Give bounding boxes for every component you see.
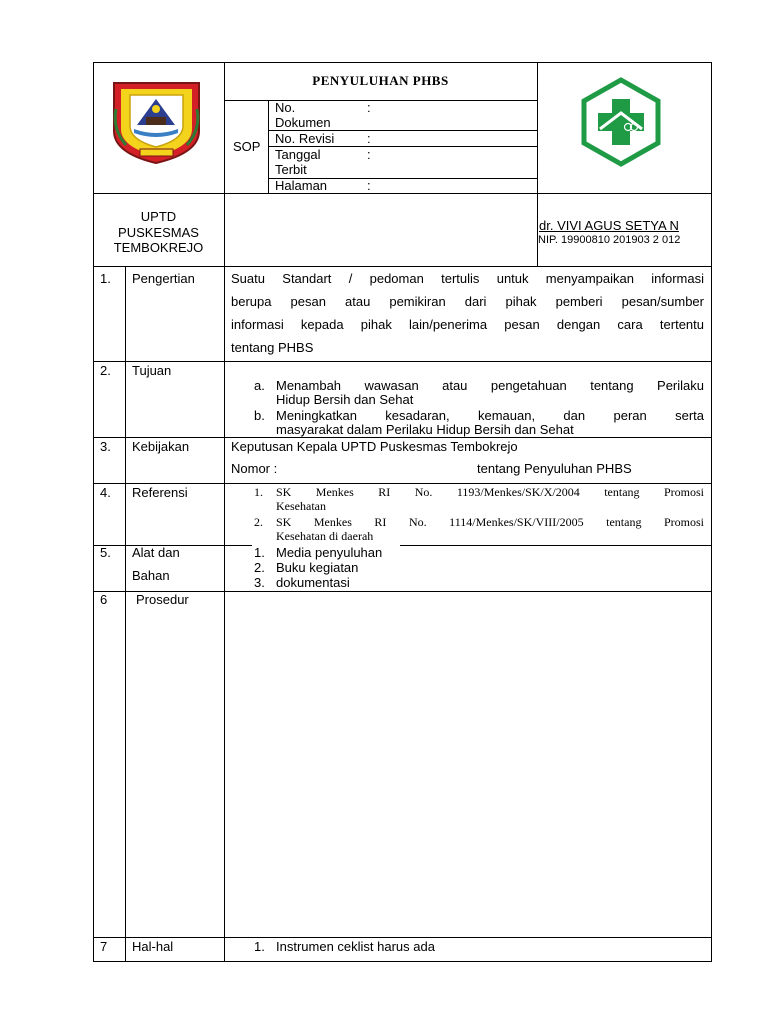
doc-field-tanggal-terbit: Tanggal Terbit <box>275 147 321 177</box>
referensi-item-line: SK Menkes RI No. 1114/Menkes/SK/VIII/2005 tentang Promosi <box>276 515 704 529</box>
row-divider <box>93 361 712 362</box>
table-border-left <box>93 62 94 962</box>
alat-item: Media penyuluhan <box>276 545 383 560</box>
row-number: 1. <box>100 271 111 286</box>
regional-seal-logo <box>110 79 203 165</box>
kebijakan-tentang: tentang Penyuluhan PHBS <box>477 461 632 476</box>
signer-nip: NIP. 19900810 201903 2 012 <box>538 234 681 246</box>
table-border-bottom <box>93 961 712 962</box>
kebijakan-nomor: Nomor : <box>231 461 278 476</box>
institution-name: UPTD PUSKESMAS TEMBOKREJO <box>113 209 204 255</box>
title-divider <box>224 100 537 101</box>
signer-name: dr. VIVI AGUS SETYA N <box>539 218 679 233</box>
doc-field-no-revisi: No. Revisi <box>275 131 335 146</box>
row-divider <box>400 545 712 546</box>
referensi-item-line: SK Menkes RI No. 1193/Menkes/SK/X/2004 tentang Promosi <box>276 485 704 499</box>
row-number: 5. <box>100 545 111 560</box>
health-ministry-logo <box>576 77 666 167</box>
row-label-pengertian: Pengertian <box>132 271 195 286</box>
list-marker: 1. <box>254 545 265 560</box>
header-row-divider <box>93 193 712 194</box>
row-label-prosedur: Prosedur <box>136 592 189 607</box>
list-marker: 2. <box>254 515 263 529</box>
document-title: PENYULUHAN PHBS <box>312 73 449 88</box>
list-marker: 3. <box>254 575 265 590</box>
sop-label: SOP <box>233 139 261 154</box>
referensi-item-line: Kesehatan <box>276 499 326 513</box>
alat-item: dokumentasi <box>276 575 350 590</box>
list-marker: 1. <box>254 485 263 499</box>
tujuan-item-line: Menambah wawasan atau pengetahuan tentang Perilaku <box>276 378 704 393</box>
row-number: 3. <box>100 439 111 454</box>
pengertian-text-line: tentang PHBS <box>231 340 314 355</box>
list-marker: b. <box>254 408 265 423</box>
list-marker: 2. <box>254 560 265 575</box>
kebijakan-text: Keputusan Kepala UPTD Puskesmas Tembokrejo <box>231 439 518 454</box>
table-border-right <box>711 62 712 962</box>
header-divider-left <box>224 62 225 266</box>
row-label-bahan: Bahan <box>132 568 170 583</box>
row-label-alat-dan: Alat dan <box>132 545 180 560</box>
header-bottom-divider <box>93 266 712 267</box>
row-label-tujuan: Tujuan <box>132 363 172 378</box>
doc-field-halaman: Halaman <box>275 178 328 193</box>
row-number: 7 <box>100 939 108 954</box>
row-divider <box>93 937 712 938</box>
hal-hal-item: Instrumen ceklist harus ada <box>276 939 435 954</box>
row-label-kebijakan: Kebijakan <box>132 439 190 454</box>
number-column-divider <box>125 266 126 962</box>
tujuan-item-line: Hidup Bersih dan Sehat <box>276 392 414 407</box>
doc-field-separator: : <box>367 147 371 162</box>
doc-field-separator: : <box>367 178 371 193</box>
pengertian-text-line: Suatu Standart / pedoman tertulis untuk menyampaikan informasi <box>231 271 704 286</box>
doc-field-separator: : <box>367 100 371 115</box>
row-number: 4. <box>100 485 111 500</box>
pengertian-text-line: berupa pesan atau pemikiran dari pihak pemberi pesan/sumber <box>231 294 704 309</box>
list-marker: a. <box>254 378 265 393</box>
tujuan-item-line: masyarakat dalam Perilaku Hidup Bersih dan Sehat <box>276 422 574 437</box>
list-marker: 1. <box>254 939 265 954</box>
row-number: 6 <box>100 592 108 607</box>
doc-field-separator: : <box>367 131 371 146</box>
row-number: 2. <box>100 363 111 378</box>
row-label-referensi: Referensi <box>132 485 188 500</box>
table-border-top <box>93 62 712 63</box>
label-column-divider <box>224 266 225 962</box>
referensi-item-line: Kesehatan di daerah <box>276 529 374 543</box>
alat-item: Buku kegiatan <box>276 560 359 575</box>
row-divider <box>93 483 712 484</box>
row-label-hal-hal: Hal-hal <box>132 939 174 954</box>
doc-field-no-dokumen: No. Dokumen <box>275 100 331 130</box>
row-divider <box>93 437 712 438</box>
pengertian-text-line: informasi kepada pihak lain/penerima pesan dengan cara tertentu <box>231 317 704 332</box>
tujuan-item-line: Meningkatkan kesadaran, kemauan, dan peran serta <box>276 408 704 423</box>
